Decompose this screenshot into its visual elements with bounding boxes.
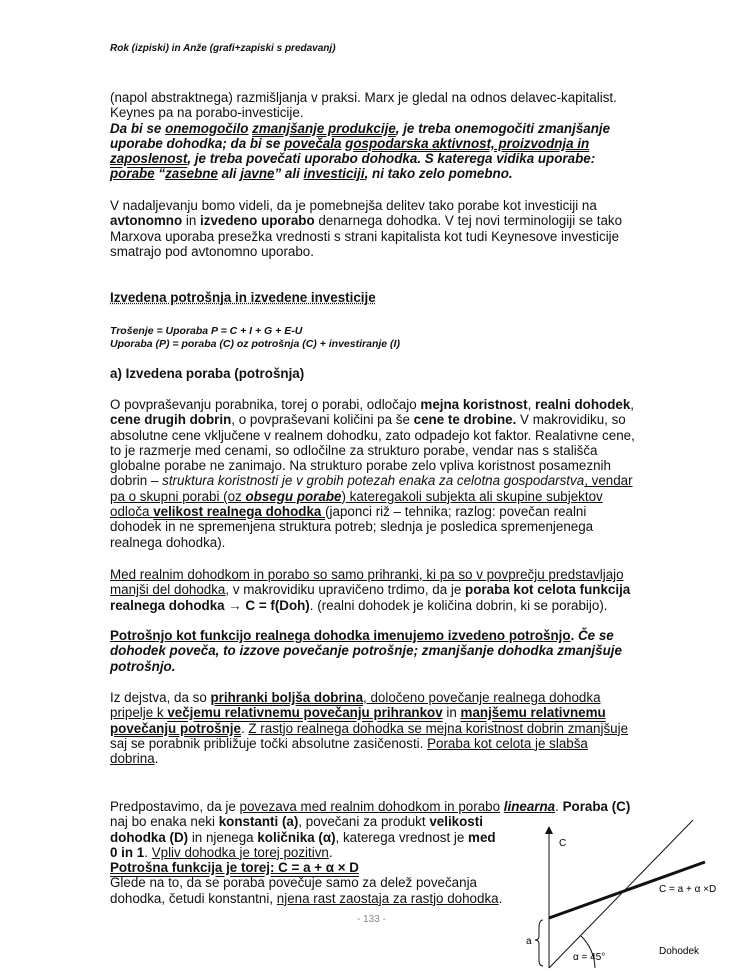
intercept-brace (535, 920, 543, 966)
text-line: smatrajo pod avtonomno uporabo. (110, 243, 314, 259)
text-line: Potrošnjo kot funkcijo realnega dohodka imenujemo izvedeno potrošnjo. Če se (110, 628, 614, 643)
text-line: to je razmerje med cenami, so odločilne za strukturo porabe, vendar nas s stališča (110, 442, 598, 458)
text-line: Iz dejstva, da so prihranki boljša dobrina, določeno povečanje realnega dohodka (110, 690, 601, 705)
paragraph-intro (110, 90, 640, 182)
formula-line: Uporaba (P) = poraba (C) oz potrošnja (C) + investiranje (I) (110, 337, 400, 350)
paragraph-consumption-factors (110, 397, 640, 550)
text-line: Predpostavimo, da je povezava med realnim dohodkom in porabo linearna. Poraba (C) (110, 799, 631, 814)
text-line: dobrin – struktura koristnosti je v grobih potezah enaka za celotna gospodarstva, vendar (110, 473, 633, 489)
paragraph-savings (110, 567, 640, 613)
paragraph-derived-consumption (110, 628, 640, 674)
page-number: - 133 - (357, 914, 386, 925)
formula-line: Trošenje = Uporaba P = C + I + G + E-U (110, 325, 303, 337)
text-line: Da bi se onemogočilo zmanjšanje produkcije, je treba onemogočiti zmanjšanje (110, 120, 611, 136)
text-line: Glede na to, da se poraba povečuje samo za delež povečanja (110, 875, 478, 891)
text-line: Keynes pa na porabo-investicije. (110, 105, 304, 121)
text-line: avtonomno in izvedeno uporabo denarnega dohodka. V tej novi terminologiji se tako (110, 213, 623, 229)
section-title: Izvedena potrošnja in izvedene investicije (110, 290, 376, 305)
text-line: pa o skupni porabi (oz obsegu porabe) kateregakoli subjekta ali skupine subjektov (110, 488, 603, 504)
text-line: povečanju potrošnje. Z rastjo realnega dohodka se mejna koristnost dobrin zmanjšuje (110, 720, 629, 736)
angle-label: α = 45° (573, 952, 606, 963)
y-axis-label: C (559, 838, 567, 849)
text-line: V nadaljevanju bomo videli, da je pomebnejša delitev tako porabe kot investiciji na (110, 198, 597, 213)
text-line: odloča velikost realnega dohodka (japonci riž – tehnika; razlog: povečan realni (110, 504, 587, 520)
intercept-label: a (526, 936, 532, 947)
text-line: (napol abstraktnega) razmišljanja v praksi. Marx je gledal na odnos delavec-kapitalist. (110, 90, 617, 105)
paragraph-autonomous-use (110, 198, 640, 259)
text-line: realnega dohodka). (110, 534, 226, 550)
text-line: dohodek in ne spremenjena struktura potreb; slednja je posledica spremenjenega (110, 519, 594, 535)
subheading: a) Izvedena poraba (potrošnja) (110, 366, 305, 381)
text-line: naj bo enaka neki konstanti (a), povečani za produkt velikosti (110, 814, 483, 830)
text-line: 0 in 1. Vpliv dohodka je torej pozitivn. (110, 844, 333, 860)
text-line: Med realnim dohodkom in porabo so samo prihranki, ki pa so v povprečju predstavljajo (110, 567, 624, 582)
text-line: dobrina. (110, 751, 159, 767)
text-line: porabe “zasebne ali javne” ali investiciji, ni tako zelo pomebno. (110, 166, 513, 182)
page-header: Rok (izpiski) in Anže (grafi+zapiski s predavanj) (110, 43, 336, 54)
formula-block (110, 325, 640, 350)
text-line: cene drugih dobrin, o povpraševani količini pa še cene te drobine. V makrovidiku, so (110, 412, 626, 428)
text-line: uporabe dohodka; da bi se povečala gospodarska aktivnost, proizvodnja in (110, 135, 590, 151)
consumption-function-diagram (515, 820, 735, 970)
text-line: dohodka, četudi konstantni, njena rast zaostaja za rastjo dohodka. (110, 890, 503, 906)
text-line: zaposlenost, je treba povečati uporabo dohodka. S katerega vidika uporabe: (110, 151, 596, 167)
text-line: manjši del dohodka, v makrovidiku upravičeno trdimo, da je poraba kot celota funkcija (110, 582, 631, 598)
text-line: dohodek poveča, to izzove povečanje potrošnje; zmanjšanje dohodka zmanjšuje (110, 643, 622, 659)
text-line: saj se porabnik približuje točki absolutne zasičenosti. Poraba kot celota je slabša (110, 735, 588, 751)
text-line: potrošnjo. (110, 658, 176, 674)
consumption-function: Potrošna funkcija je torej: C = a + α × D (110, 860, 359, 876)
consumption-line-label: C = a + α ×D (659, 884, 717, 895)
text-line: absolutne cene vključene v realnem dohodku, zato odpadejo kot faktor. Realativne cene, (110, 427, 635, 443)
x-axis-label: Dohodek (659, 946, 700, 957)
text-line: globalne porabe ne zanimajo. Na strukturo porabe zelo vpliva koristnost posameznih (110, 458, 611, 474)
text-line: realnega dohodka → C = f(Doh). (realni dohodek je količina dobrin, ki se porabijo). (110, 597, 608, 613)
text-line: dohodka (D) in njenega količnika (α), katerega vrednost je med (110, 829, 496, 845)
text-line: O povpraševanju porabnika, torej o porabi, odločajo mejna koristnost, realni dohodek, (110, 397, 635, 412)
text-line: Marxova uporaba presežka vrednosti s strani kapitalista kot tudi Keynesove investicije (110, 228, 620, 244)
paragraph-superior-good (110, 690, 640, 766)
text-line: pripelje k večjemu relativnemu povečanju prihrankov in manjšemu relativnemu (110, 705, 606, 721)
